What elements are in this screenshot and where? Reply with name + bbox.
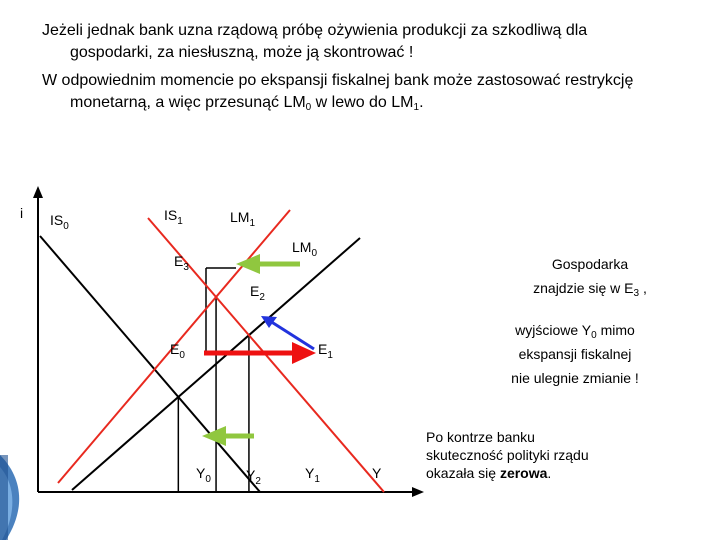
conclusion-line-3-b: .	[547, 465, 552, 481]
conclusion-line-3	[426, 464, 641, 482]
is0-label: $IS_0$	[50, 212, 69, 232]
y1-tick-label: $Y_1$	[305, 465, 320, 485]
lm0-label: $LM_0$	[292, 239, 318, 259]
y-axis-arrowhead	[33, 186, 43, 198]
explanation-line-3	[470, 318, 680, 342]
explanation-line-3-b: mimo	[596, 322, 635, 338]
explanation-line-2-sub: 3	[633, 288, 640, 299]
x-axis-label: Y	[372, 465, 382, 481]
explanation-line-5: nie ulegnie zmianie !	[511, 370, 639, 386]
e0-label: $E_0$	[170, 341, 185, 361]
green-lm-shift-arrow	[236, 254, 300, 274]
e1-label: $E_1$	[318, 341, 333, 361]
explanation-line-1: Gospodarka	[551, 256, 629, 272]
conclusion-line-3-bold: zerowa	[499, 465, 548, 481]
intro-line-1: Jeżeli jednak bank uzna rządową próbę ożywienia produkcji za szkodliwą dla	[42, 22, 588, 39]
intro-line-4-a: monetarną, a więc przesunąć LM	[70, 94, 306, 111]
is1-label: $IS_1$	[164, 207, 183, 227]
intro-line-4-b: w lewo do LM	[311, 94, 414, 111]
intro-line-2: gospodarki, za niesłuszną, może ją skontrować !	[70, 44, 414, 61]
conclusion-note	[426, 428, 641, 482]
y0-tick-label: $Y_0$	[196, 465, 211, 485]
intro-line-4-sub1: 0	[305, 102, 312, 113]
intro-line-4-c: .	[419, 94, 424, 111]
y-axis-label: i	[20, 205, 24, 221]
intro-line-4-sub2: 1	[413, 102, 420, 113]
conclusion-line-3-a: okazała się	[426, 465, 500, 481]
explanation-economy-e3	[480, 252, 700, 300]
conclusion-line-2: skuteczność polityki rządu	[426, 447, 589, 463]
explanation-line-4: ekspansji fiskalnej	[518, 346, 632, 362]
decorative-wave-corner	[0, 455, 60, 540]
is0-curve	[40, 236, 260, 492]
e2-label: $E_2$	[250, 283, 265, 303]
conclusion-line-1: Po kontrze banku	[426, 429, 535, 445]
explanation-line-3-a: wyjściowe Y	[515, 322, 592, 338]
lm1-label: $LM_1$	[230, 209, 256, 229]
explanation-line-2-b: ,	[639, 280, 647, 296]
green-output-arrow	[202, 426, 254, 446]
y2-tick-label: $Y_2$	[246, 467, 261, 487]
blue-adjustment-arrow	[261, 316, 314, 349]
intro-line-3: W odpowiednim momencie po ekspansji fiskalnej bank może zastosować restrykcję	[42, 72, 634, 89]
e3-label: $E_3$	[174, 253, 189, 273]
explanation-line-3-sub: 0	[591, 330, 597, 341]
explanation-line-2	[480, 276, 700, 300]
explanation-output-unchanged	[470, 318, 680, 390]
explanation-line-2-a: znajdzie się w E	[533, 280, 634, 296]
x-axis-arrowhead	[412, 487, 424, 497]
